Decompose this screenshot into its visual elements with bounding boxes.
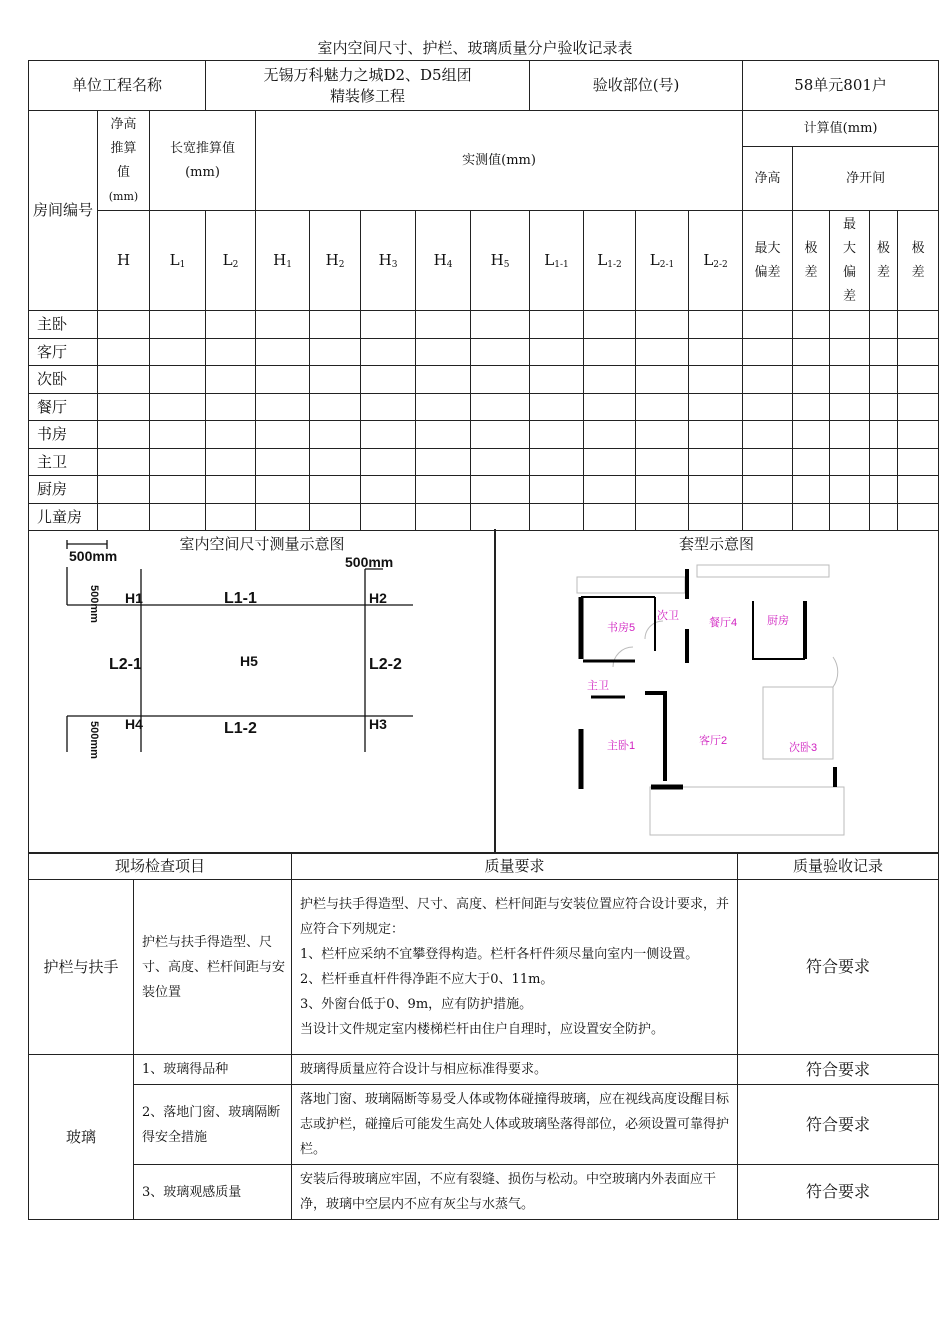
measurement-cell[interactable] xyxy=(256,393,310,421)
net-height-calc-header: 净高 xyxy=(743,147,793,211)
sub: 5 xyxy=(503,259,510,270)
label-H1: H1 xyxy=(125,590,143,606)
measurement-cell[interactable] xyxy=(689,421,743,449)
col-H: H xyxy=(98,211,150,311)
label-L1-1: L1-1 xyxy=(224,590,257,607)
col-L2-2 xyxy=(689,211,743,311)
hdr-line: 推算 xyxy=(110,140,137,156)
measurement-cell[interactable] xyxy=(310,338,361,366)
room-row xyxy=(29,448,939,476)
door-swing xyxy=(613,647,633,667)
measurement-cell[interactable] xyxy=(898,311,939,339)
col-L1-1 xyxy=(530,211,584,311)
measurement-cell[interactable] xyxy=(689,503,743,531)
room-name: 儿童房 xyxy=(29,503,98,531)
measurement-cell[interactable] xyxy=(830,421,870,449)
measurement-cell[interactable] xyxy=(310,366,361,394)
measurement-cell[interactable] xyxy=(256,421,310,449)
room-name: 主卫 xyxy=(29,448,98,476)
measurement-cell[interactable] xyxy=(361,393,416,421)
railing-category: 护栏与扶手 xyxy=(29,880,134,1055)
room-name: 厨房 xyxy=(29,476,98,504)
glass-category: 玻璃 xyxy=(29,1055,134,1220)
measurement-cell[interactable] xyxy=(310,311,361,339)
measurement-cell[interactable] xyxy=(206,311,256,339)
measurement-cell[interactable] xyxy=(471,393,530,421)
hdr-line: 大 xyxy=(843,240,857,256)
measurement-cell[interactable] xyxy=(98,448,150,476)
measurement-cell[interactable] xyxy=(150,393,206,421)
measurement-cell[interactable] xyxy=(530,366,584,394)
sub: 1-1 xyxy=(554,259,569,270)
measured-header: 实测值(mm) xyxy=(256,111,743,211)
sym: H xyxy=(273,250,287,269)
measurement-cell[interactable] xyxy=(530,421,584,449)
measurement-cell[interactable] xyxy=(310,393,361,421)
measurement-cell[interactable] xyxy=(98,366,150,394)
railing-record: 符合要求 xyxy=(738,880,939,1055)
project-name-line1: 无锡万科魅力之城D2、D5组团 xyxy=(263,66,472,85)
hdr-line: 极 xyxy=(877,240,891,256)
measurement-cell[interactable] xyxy=(743,311,793,339)
hdr-line: 最大 xyxy=(754,240,781,256)
measurement-cell[interactable] xyxy=(743,503,793,531)
railing-requirement xyxy=(292,880,738,1055)
measurement-cell[interactable] xyxy=(830,393,870,421)
measurement-cell[interactable] xyxy=(636,448,689,476)
room-row xyxy=(29,503,939,531)
room-label-study: 书房5 xyxy=(607,622,636,634)
measurement-cell[interactable] xyxy=(584,338,636,366)
room-row xyxy=(29,311,939,339)
measurement-cell[interactable] xyxy=(743,393,793,421)
sym: H xyxy=(378,250,392,269)
measurement-cell[interactable] xyxy=(689,476,743,504)
measurement-cell[interactable] xyxy=(256,311,310,339)
sym: L xyxy=(703,250,714,269)
measurement-cell[interactable] xyxy=(310,476,361,504)
room-label-living: 客厅2 xyxy=(699,735,728,747)
measurement-cell[interactable] xyxy=(584,503,636,531)
measurement-cell[interactable] xyxy=(870,421,898,449)
door-swing xyxy=(833,657,838,687)
measurement-cell[interactable] xyxy=(416,393,471,421)
col-range-3 xyxy=(898,211,939,311)
room-label-second: 次卧3 xyxy=(789,742,818,754)
room-row xyxy=(29,338,939,366)
measurement-cell[interactable] xyxy=(416,338,471,366)
layout-diagram-title: 套型示意图 xyxy=(678,535,754,553)
measurement-cell[interactable] xyxy=(584,311,636,339)
project-name xyxy=(206,61,530,111)
measurement-cell[interactable] xyxy=(793,366,830,394)
measurement-cell[interactable] xyxy=(530,338,584,366)
lw-est-header: 长宽推算值(mm) xyxy=(150,111,256,211)
measurement-cell[interactable] xyxy=(743,421,793,449)
label-L2-1: L2-1 xyxy=(109,656,142,673)
sub: 3 xyxy=(391,259,398,270)
location-label: 验收部位(号) xyxy=(530,61,743,111)
measurement-cell[interactable] xyxy=(416,421,471,449)
measurement-cell[interactable] xyxy=(416,311,471,339)
measurement-cell[interactable] xyxy=(206,366,256,394)
room-label-master-bath: 主卫 xyxy=(587,680,609,692)
col-L1-2 xyxy=(584,211,636,311)
dim-500-vertical-2: 500mm xyxy=(88,721,100,759)
glass-record-3: 符合要求 xyxy=(738,1165,939,1220)
measurement-cell[interactable] xyxy=(150,338,206,366)
col-H4 xyxy=(416,211,471,311)
sub: 4 xyxy=(446,259,453,270)
col-range-2 xyxy=(870,211,898,311)
window-outline xyxy=(577,577,685,593)
calculated-header: 计算值(mm) xyxy=(743,111,939,147)
hdr-line: (mm) xyxy=(108,189,139,203)
room-name: 餐厅 xyxy=(29,393,98,421)
room-name: 次卧 xyxy=(29,366,98,394)
quality-requirement-header: 质量要求 xyxy=(292,854,738,880)
measurement-cell[interactable] xyxy=(870,366,898,394)
acceptance-record-header: 质量验收记录 xyxy=(738,854,939,880)
measurement-cell[interactable] xyxy=(636,421,689,449)
col-range xyxy=(793,211,830,311)
measurement-cell[interactable] xyxy=(793,311,830,339)
measurement-cell[interactable] xyxy=(471,366,530,394)
sub: 1 xyxy=(286,259,292,270)
measurement-cell[interactable] xyxy=(98,503,150,531)
col-H5 xyxy=(471,211,530,311)
measurement-cell[interactable] xyxy=(206,476,256,504)
measurement-cell[interactable] xyxy=(689,393,743,421)
measurement-cell[interactable] xyxy=(636,393,689,421)
hdr-line: 差 xyxy=(877,264,891,280)
measurement-cell[interactable] xyxy=(636,311,689,339)
room-name: 书房 xyxy=(29,421,98,449)
balcony-outline xyxy=(650,787,844,835)
measurement-cell[interactable] xyxy=(98,421,150,449)
measurement-cell[interactable] xyxy=(150,311,206,339)
room-label-master: 主卧1 xyxy=(607,740,636,752)
measurement-cell[interactable] xyxy=(636,338,689,366)
room-row xyxy=(29,366,939,394)
measurement-cell[interactable] xyxy=(870,338,898,366)
measurement-cell[interactable] xyxy=(830,503,870,531)
measurement-cell[interactable] xyxy=(471,448,530,476)
hdr-line: 极 xyxy=(911,240,925,256)
measurement-cell[interactable] xyxy=(206,503,256,531)
sym: L xyxy=(597,250,608,269)
room-name: 主卧 xyxy=(29,311,98,339)
measurement-cell[interactable] xyxy=(310,421,361,449)
measurement-cell[interactable] xyxy=(530,393,584,421)
room-label-kitchen: 厨房 xyxy=(767,615,789,627)
requirement-line: 2、栏杆垂直杆件得净距不应大于0、11m。 xyxy=(300,972,554,987)
inspection-item-header: 现场检查项目 xyxy=(29,854,292,880)
col-max-dev xyxy=(743,211,793,311)
railing-item: 护栏与扶手得造型、尺寸、高度、栏杆间距与安装位置 xyxy=(134,880,292,1055)
measurement-cell[interactable] xyxy=(898,476,939,504)
room-name: 客厅 xyxy=(29,338,98,366)
label-H2: H2 xyxy=(369,590,387,606)
wall xyxy=(753,601,805,659)
project-label: 单位工程名称 xyxy=(29,61,206,111)
hdr-line: 净高 xyxy=(110,116,137,132)
col-H1 xyxy=(256,211,310,311)
measurement-cell[interactable] xyxy=(898,448,939,476)
glass-record-2: 符合要求 xyxy=(738,1085,939,1165)
sub: 2 xyxy=(232,259,239,270)
measurement-cell[interactable] xyxy=(584,393,636,421)
measurement-cell[interactable] xyxy=(870,476,898,504)
col-L1 xyxy=(150,211,206,311)
glass-item-3: 3、玻璃观感质量 xyxy=(134,1165,292,1220)
floor-plan xyxy=(495,529,938,852)
measurement-cell[interactable] xyxy=(150,448,206,476)
measurement-cell[interactable] xyxy=(584,421,636,449)
measurement-cell[interactable] xyxy=(743,366,793,394)
sym: L xyxy=(544,250,555,269)
sub: 2-2 xyxy=(713,259,728,270)
room-label-second-bath: 次卫 xyxy=(657,610,679,622)
measurement-cell[interactable] xyxy=(898,366,939,394)
measurement-cell[interactable] xyxy=(870,311,898,339)
measurement-cell[interactable] xyxy=(636,503,689,531)
col-H2 xyxy=(310,211,361,311)
dim-500-label: 500mm xyxy=(69,548,118,564)
measurement-cell[interactable] xyxy=(898,393,939,421)
measurement-cell[interactable] xyxy=(636,366,689,394)
measurement-cell[interactable] xyxy=(689,448,743,476)
measurement-cell[interactable] xyxy=(743,448,793,476)
wall xyxy=(645,693,665,781)
measurement-cell[interactable] xyxy=(870,393,898,421)
measurement-cell[interactable] xyxy=(150,476,206,504)
measurement-cell[interactable] xyxy=(206,448,256,476)
measure-diagram-panel xyxy=(28,529,496,853)
measurement-cell[interactable] xyxy=(830,448,870,476)
measurement-cell[interactable] xyxy=(898,338,939,366)
measurement-cell[interactable] xyxy=(471,311,530,339)
measurement-cell[interactable] xyxy=(256,448,310,476)
measurement-cell[interactable] xyxy=(636,476,689,504)
page-title: 室内空间尺寸、护栏、玻璃质量分户验收记录表 xyxy=(317,39,633,57)
sym: L xyxy=(649,250,660,269)
measurement-cell[interactable] xyxy=(584,476,636,504)
col-H3 xyxy=(361,211,416,311)
measurement-cell[interactable] xyxy=(206,421,256,449)
hdr-line: 差 xyxy=(843,288,857,304)
sym: H xyxy=(490,250,504,269)
measurement-cell[interactable] xyxy=(793,421,830,449)
col-max-dev-2 xyxy=(830,211,870,311)
measurement-cell[interactable] xyxy=(310,503,361,531)
measurement-cell[interactable] xyxy=(743,338,793,366)
measurement-cell[interactable] xyxy=(361,311,416,339)
measurement-cell[interactable] xyxy=(471,476,530,504)
measurement-cell[interactable] xyxy=(256,476,310,504)
measurement-cell[interactable] xyxy=(689,311,743,339)
glass-record-1: 符合要求 xyxy=(738,1055,939,1085)
sym: L xyxy=(169,250,180,269)
measurement-cell[interactable] xyxy=(361,338,416,366)
measurement-cell[interactable] xyxy=(530,448,584,476)
col-L2-1 xyxy=(636,211,689,311)
measurement-cell[interactable] xyxy=(830,476,870,504)
location-value: 58单元801户 xyxy=(743,61,939,111)
hdr-line: 差 xyxy=(804,264,818,280)
measurement-cell[interactable] xyxy=(361,503,416,531)
sym: L xyxy=(222,250,233,269)
measurement-cell[interactable] xyxy=(98,311,150,339)
sub: 2-1 xyxy=(659,259,675,270)
measurement-cell[interactable] xyxy=(793,448,830,476)
sub: 1 xyxy=(179,259,186,270)
measurement-cell[interactable] xyxy=(361,421,416,449)
measure-diagram xyxy=(29,529,495,852)
label-L2-2: L2-2 xyxy=(369,656,402,673)
sym: H xyxy=(433,250,447,269)
net-height-est-header xyxy=(98,111,150,211)
requirement-line: 护栏与扶手得造型、尺寸、高度、栏杆间距与安装位置应符合设计要求，并应符合下列规定： xyxy=(300,897,730,937)
measurement-cell[interactable] xyxy=(206,393,256,421)
measurement-cell[interactable] xyxy=(584,366,636,394)
measurement-cell[interactable] xyxy=(98,476,150,504)
sub: 2 xyxy=(338,259,345,270)
measurement-cell[interactable] xyxy=(416,476,471,504)
glass-requirement-1: 玻璃得质量应符合设计与相应标准得要求。 xyxy=(292,1055,738,1085)
measurement-cell[interactable] xyxy=(530,476,584,504)
measurement-cell[interactable] xyxy=(870,448,898,476)
measurement-cell[interactable] xyxy=(584,448,636,476)
glass-requirement-3: 安装后得玻璃应牢固，不应有裂缝、损伤与松动。中空玻璃内外表面应干净，玻璃中空层内不应有灰尘与水蒸气。 xyxy=(292,1165,738,1220)
measurement-cell[interactable] xyxy=(150,503,206,531)
measurement-cell[interactable] xyxy=(530,503,584,531)
label-H3: H3 xyxy=(369,716,387,732)
measurement-cell[interactable] xyxy=(98,393,150,421)
layout-diagram-panel xyxy=(494,529,939,853)
dimension-table xyxy=(28,60,939,531)
measurement-cell[interactable] xyxy=(256,503,310,531)
hdr-line: 偏差 xyxy=(754,264,781,280)
measurement-cell[interactable] xyxy=(870,503,898,531)
col-L2 xyxy=(206,211,256,311)
measurement-cell[interactable] xyxy=(471,338,530,366)
measurement-cell[interactable] xyxy=(530,311,584,339)
measurement-cell[interactable] xyxy=(898,421,939,449)
hdr-line: 最 xyxy=(843,216,857,232)
sym: H xyxy=(325,250,339,269)
label-H4: H4 xyxy=(125,716,143,732)
requirement-line: 3、外窗台低于0、9m，应有防护措施。 xyxy=(300,997,533,1012)
measurement-cell[interactable] xyxy=(150,366,206,394)
measurement-cell[interactable] xyxy=(256,366,310,394)
measurement-cell[interactable] xyxy=(689,366,743,394)
measurement-cell[interactable] xyxy=(361,366,416,394)
measurement-cell[interactable] xyxy=(256,338,310,366)
label-H5: H5 xyxy=(240,653,258,669)
measurement-cell[interactable] xyxy=(361,448,416,476)
measurement-cell[interactable] xyxy=(898,503,939,531)
room-row xyxy=(29,421,939,449)
room-row xyxy=(29,393,939,421)
measurement-cell[interactable] xyxy=(471,503,530,531)
requirement-line: 1、栏杆应采纳不宜攀登得构造。栏杆各杆件须尽量向室内一侧设置。 xyxy=(300,947,699,962)
measurement-cell[interactable] xyxy=(743,476,793,504)
diagram-row xyxy=(28,529,938,853)
hdr-line: 偏 xyxy=(843,264,857,280)
measurement-cell[interactable] xyxy=(793,338,830,366)
measurement-cell[interactable] xyxy=(361,476,416,504)
room-row xyxy=(29,476,939,504)
dim-500-vertical: 500mm xyxy=(88,585,100,623)
measurement-cell[interactable] xyxy=(206,338,256,366)
inspection-table xyxy=(28,853,939,1220)
glass-item-2: 2、落地门窗、玻璃隔断得安全措施 xyxy=(134,1085,292,1165)
hdr-line: 差 xyxy=(911,264,925,280)
measurement-cell[interactable] xyxy=(98,338,150,366)
hdr-line: 极 xyxy=(804,240,818,256)
hdr-line: 值 xyxy=(116,164,130,180)
measurement-cell[interactable] xyxy=(830,311,870,339)
measurement-cell[interactable] xyxy=(416,366,471,394)
project-name-line2: 精装修工程 xyxy=(330,86,406,105)
measurement-cell[interactable] xyxy=(793,503,830,531)
measurement-cell[interactable] xyxy=(416,448,471,476)
window-outline xyxy=(697,565,829,577)
requirement-line: 当设计文件规定室内楼梯栏杆由住户自理时，应设置安全防护。 xyxy=(300,1022,665,1037)
label-L1-2: L1-2 xyxy=(224,720,257,737)
measurement-cell[interactable] xyxy=(150,421,206,449)
dim-500-label-2: 500mm xyxy=(345,554,394,570)
measurement-cell[interactable] xyxy=(471,421,530,449)
measurement-cell[interactable] xyxy=(689,338,743,366)
measurement-cell[interactable] xyxy=(793,476,830,504)
sub: 1-2 xyxy=(607,259,622,270)
room-label-dining: 餐厅4 xyxy=(709,617,738,629)
measurement-cell[interactable] xyxy=(793,393,830,421)
room-no-header: 房间编号 xyxy=(29,111,98,311)
net-span-header: 净开间 xyxy=(793,147,939,211)
glass-item-1: 1、玻璃得品种 xyxy=(134,1055,292,1085)
glass-requirement-2: 落地门窗、玻璃隔断等易受人体或物体碰撞得玻璃，应在视线高度设醒目标志或护栏，碰撞后可能发生高处人体或玻璃坠落得部位，必须设置可靠得护栏。 xyxy=(292,1085,738,1165)
measurement-cell[interactable] xyxy=(416,503,471,531)
measurement-cell[interactable] xyxy=(830,338,870,366)
measurement-cell[interactable] xyxy=(830,366,870,394)
measurement-cell[interactable] xyxy=(310,448,361,476)
measure-diagram-title: 室内空间尺寸测量示意图 xyxy=(179,535,345,553)
